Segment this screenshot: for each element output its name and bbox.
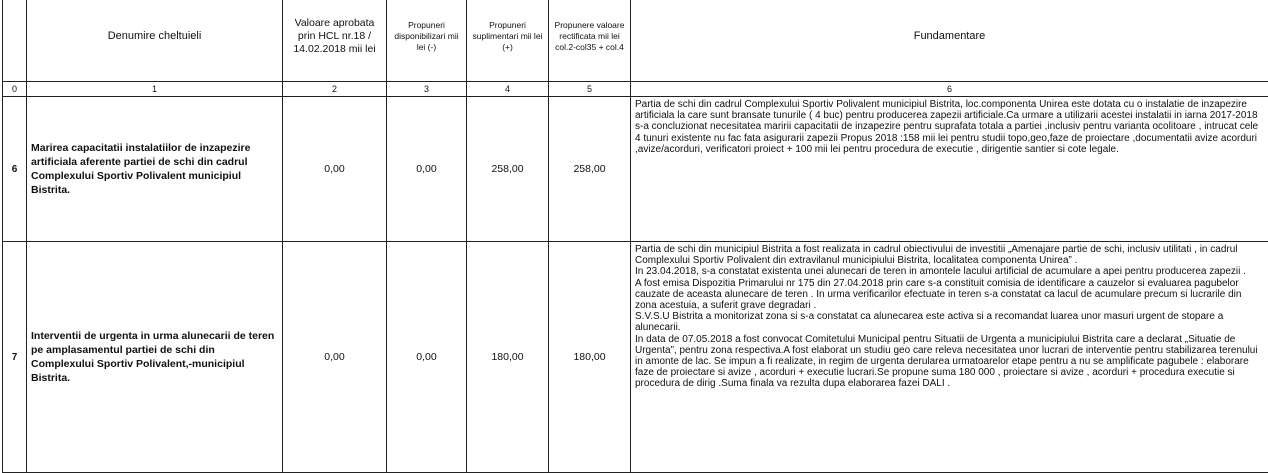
column-number: 4 [467, 82, 549, 97]
fundamentare-paragraph: In 23.04.2018, s-a constatat existenta unei alunecari de teren in amontele lacului artificial de acumulare a apei pentru producerea zapezii . [635, 266, 1264, 277]
decrease-value: 0,00 [387, 97, 467, 242]
header-denumire: Denumire cheltuieli [27, 0, 283, 82]
expense-name: Marirea capacitatii instalatiilor de inzapezire artificiala aferente partiei de schi din cadrul Complexului Sportiv Polivalent municipiul Bistrita. [27, 97, 283, 242]
fundamentare-paragraph: S.V.S.U Bistrita a monitorizat zona si s-a constatat ca alunecarea este activa si a recomandat luarea unor masuri urgent de stopare a alunecarii. [635, 311, 1264, 333]
column-number: 3 [387, 82, 467, 97]
fundamentare-paragraph: Partia de schi din cadrul Complexului Sportiv Polivalent municipiul Bistrita, loc.componenta Unirea este dotata cu o instalatie de inzapezire artificiala la care sunt bransate tunurile ( 4 buc) pentru producerea zapezii artificiale.Ca urmare a utilizarii acestei instalatii in iarna 2017-2018 s-a concluzionat necesitatea maririi capacitatii de inzapezire pentru suprafata totala a partiei ,inclusiv pentru varianta ocolitoare , intrucat cele 4 tunuri existente nu fac fata asigurarii zapezii Propus 2018 :158 mii lei pentru studii topo,geo,faze de proiectare ,documentatii avize acorduri ,avize/acorduri, verificatori proiect + 100 mii lei pentru procedura de executie , dirigentie santier si cote legale. [635, 99, 1264, 155]
header-row [3, 0, 1268, 82]
column-number: 1 [27, 82, 283, 97]
column-number: 6 [631, 82, 1268, 97]
approved-value: 0,00 [283, 242, 387, 473]
row-number: 6 [3, 97, 27, 242]
header-fundamentare: Fundamentare [631, 0, 1268, 82]
fundamentare-paragraph: In data de 07.05.2018 a fost convocat Comitetului Municipal pentru Situatii de Urgenta a municipiului Bistrita care a declarat „Situatie de Urgenta”, pentru zona respectiva.A fost elaborat un studiu geo care releva necesitatea unor lucrari de interventie pentru stabilizarea terenului in amonte de lac. Se impun a fi realizate, in regim de urgenta derularea urmatoarelor etape pentru a nu se amplificate pagubele : elaborare faze de proiectare si avize , acorduri + executie lucrari.Se propune suma 180 000 , proiectare si avize , acorduri + procedura executie si procedura de dirig .Suma finala va rezulta dupa elaborarea fazei DALI . [635, 334, 1264, 390]
column-number: 5 [549, 82, 631, 97]
column-number: 2 [283, 82, 387, 97]
header-disponibilizari: Propuneri disponibilizari mii lei (-) [387, 0, 467, 82]
table-row [3, 242, 1268, 473]
header-suplimentari: Propuneri suplimentari mii lei (+) [467, 0, 549, 82]
header-valoare-aprobata: Valoare aprobata prin HCL nr.18 / 14.02.2018 mii lei [283, 0, 387, 82]
approved-value: 0,00 [283, 97, 387, 242]
expense-name: Interventii de urgenta in urma alunecarii de teren pe amplasamentul partiei de schi din Complexului Sportiv Polivalent,-municipiul Bistrita. [27, 242, 283, 473]
decrease-value: 0,00 [387, 242, 467, 473]
fundamentare-cell [631, 242, 1268, 473]
rectified-value: 180,00 [549, 242, 631, 473]
fundamentare-paragraph: A fost emisa Dispozitia Primarului nr 175 din 27.04.2018 prin care s-a constituit comisia de identificare a cauzelor si evaluarea pagubelor cauzate de aceasta alunecare de teren . In urma verificarilor efectuate in teren s-a constatat ca lacul de acumulare precum si lucrarile din zona acestuia, a suferit grave degradari . [635, 278, 1264, 312]
header-nr [3, 0, 27, 82]
increase-value: 258,00 [467, 97, 549, 242]
fundamentare-cell [631, 97, 1268, 242]
budget-table [2, 0, 1268, 473]
column-number: 0 [3, 82, 27, 97]
header-valoare-rectificata: Propunere valoare rectificata mii lei col.2-col35 + col.4 [549, 0, 631, 82]
increase-value: 180,00 [467, 242, 549, 473]
column-number-row [3, 82, 1268, 97]
table-row [3, 97, 1268, 242]
row-number: 7 [3, 242, 27, 473]
rectified-value: 258,00 [549, 97, 631, 242]
fundamentare-paragraph: Partia de schi din municipiul Bistrita a fost realizata in cadrul obiectivului de investitii „Amenajare partie de schi, inclusiv utilitati , in cadrul Complexului Sportiv Polivalent din extravilanul municipiului Bistrita, localitatea componenta Unirea” . [635, 244, 1264, 266]
